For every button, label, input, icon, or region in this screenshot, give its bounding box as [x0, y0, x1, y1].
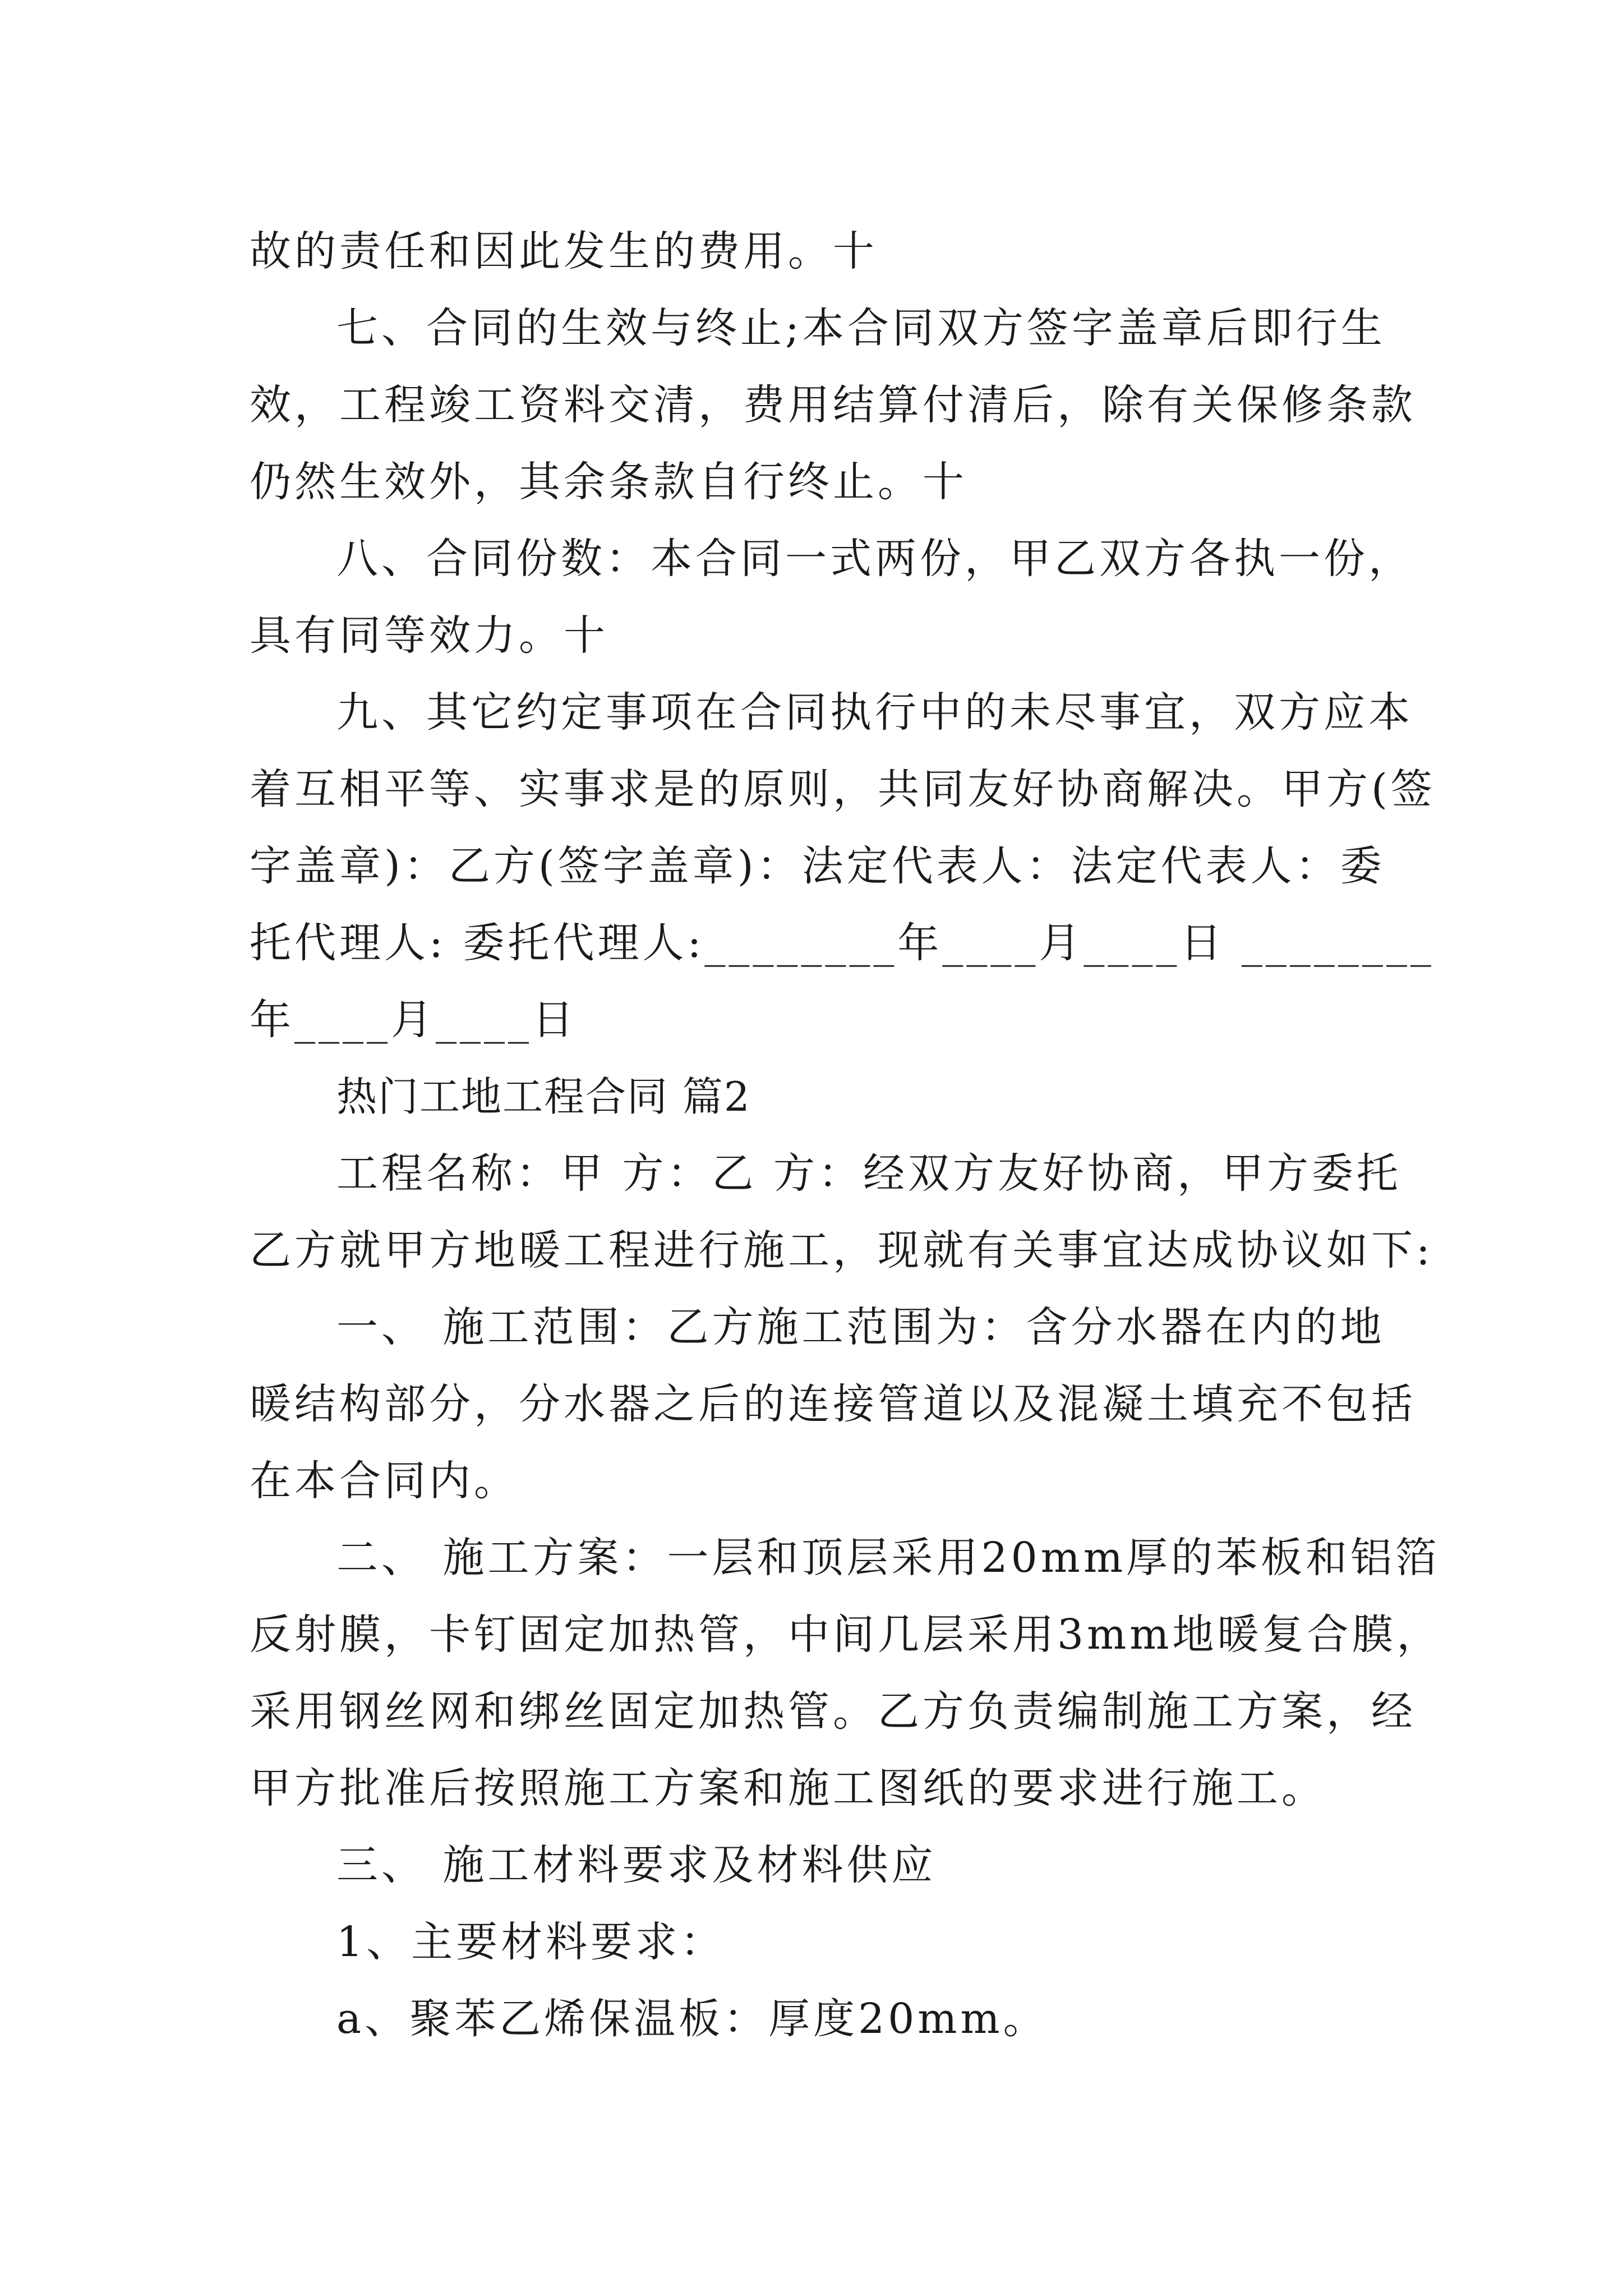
text-line: 反射膜，卡钉固定加热管，中间几层采用3mm地暖复合膜，	[250, 1611, 1442, 1659]
document-page	[250, 213, 1442, 2058]
text-line: 1、主要材料要求：	[336, 1918, 726, 1966]
text-line: 仍然生效外，其余条款自行终止。十	[250, 458, 967, 506]
text-line: 具有同等效力。十	[250, 611, 608, 660]
text-line: 托代理人: 委托代理人:________年____月____日 ________	[250, 919, 1435, 967]
text-line: a、聚苯乙烯保温板：厚度20mm。	[336, 1995, 1048, 2043]
section-heading: 热门工地工程合同 篇2	[336, 1073, 751, 1120]
text-line: 年____月____日	[250, 996, 577, 1044]
text-line: 故的责任和因此发生的费用。十	[250, 227, 878, 275]
text-line: 二、 施工方案：一层和顶层采用20mm厚的苯板和铝箔	[336, 1534, 1441, 1582]
text-line: 工程名称：甲 方：乙 方：经双方友好协商，甲方委托	[336, 1149, 1402, 1198]
text-line: 采用钢丝网和绑丝固定加热管。乙方负责编制施工方案，经	[250, 1687, 1416, 1736]
text-line: 一、 施工范围：乙方施工范围为：含分水器在内的地	[336, 1303, 1385, 1351]
text-line: 效，工程竣工资料交清，费用结算付清后，除有关保修条款	[250, 381, 1416, 429]
text-line: 暖结构部分，分水器之后的连接管道以及混凝土填充不包括	[250, 1380, 1416, 1428]
text-line: 七、合同的生效与终止;本合同双方签字盖章后即行生	[336, 304, 1386, 352]
text-line: 着互相平等、实事求是的原则，共同友好协商解决。甲方(签	[250, 765, 1436, 813]
text-line: 九、其它约定事项在合同执行中的未尽事宜，双方应本	[336, 688, 1413, 737]
text-line: 字盖章)：乙方(签字盖章)：法定代表人：法定代表人：委	[250, 842, 1385, 890]
text-line: 三、 施工材料要求及材料供应	[336, 1841, 937, 1889]
text-line: 八、合同份数：本合同一式两份，甲乙双方各执一份，	[336, 535, 1413, 583]
text-line: 甲方批准后按照施工方案和施工图纸的要求进行施工。	[250, 1764, 1326, 1812]
text-line: 在本合同内。	[250, 1457, 519, 1505]
text-line: 乙方就甲方地暖工程进行施工，现就有关事宜达成协议如下:	[250, 1226, 1433, 1274]
